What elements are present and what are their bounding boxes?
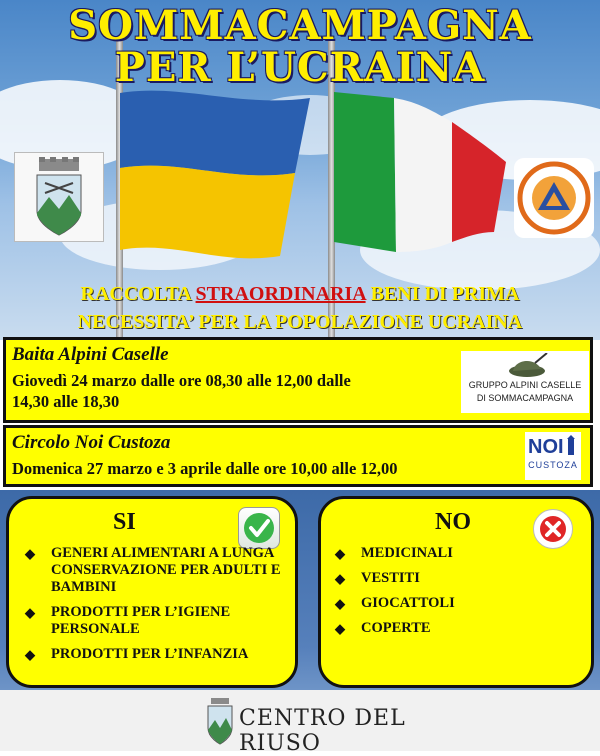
list-item-text: GIOCATTOLI [361,595,455,611]
announcement-line-2: NECESSITA’ PER LA POPOLAZIONE UCRAINA [77,311,523,333]
schedule-line-2: 14,30 alle 18,30 [12,392,120,411]
x-icon [533,509,573,549]
list-item-text: PRODOTTI PER L’INFANZIA [51,646,249,662]
centro-logo-text: CENTRO DEL RIUSO [239,706,406,756]
list-item [25,545,295,596]
centro-del-riuso-logo [205,694,425,756]
schedule-line-1: Giovedì 24 marzo dalle ore 08,30 alle 12,00 dalle [12,371,351,390]
list-item [25,646,295,663]
bell-tower-icon [565,435,577,455]
protezione-civile-logo [514,158,594,238]
gruppo-alpini-logo [461,351,589,413]
noi-logo-sub-text: CUSTOZA [528,460,578,470]
list-item [25,604,295,638]
diamond-bullet-icon: ◆ [25,647,35,662]
coat-of-arms-icon [15,153,103,241]
location-schedule: Domenica 27 marzo e 3 aprile dalle ore 10,00 alle 12,00 [12,459,398,478]
location-name: Baita Alpini Caselle [12,344,169,365]
announcement-text [0,280,600,336]
civil-protection-icon [514,158,594,238]
list-item [335,570,585,587]
alpini-hat-icon [505,353,549,379]
si-title: SI [113,509,136,535]
announcement-part-1: RACCOLTA [80,283,196,305]
diamond-bullet-icon: ◆ [335,621,345,636]
page-title-line-2: PER L’UCRAINA [114,44,486,91]
coat-of-arms-icon [205,696,235,746]
noi-logo-main-text: NOI [528,436,564,458]
location-name: Circolo Noi Custoza [12,432,171,453]
si-list [25,545,295,671]
alpini-logo-line-2: DI SOMMACAMPAGNA [476,393,574,403]
alpini-logo-line-1: GRUPPO ALPINI CASELLE [468,380,582,390]
diamond-bullet-icon: ◆ [25,605,35,620]
no-list [335,545,585,645]
list-item [335,620,585,637]
list-item-text: PRODOTTI PER L’IGIENE PERSONALE [51,604,231,637]
announcement-highlight: STRAORDINARIA [195,283,366,305]
list-item [335,545,585,562]
check-icon [238,507,280,549]
list-item-text: GENERI ALIMENTARI A LUNGA CONSERVAZIONE PER ADULTI E BAMBINI [51,545,281,595]
diamond-bullet-icon: ◆ [335,571,345,586]
list-item-text: VESTITI [361,570,420,586]
noi-custoza-logo [525,432,581,480]
no-panel [318,496,594,688]
no-title: NO [435,509,471,535]
italy-flag-icon [334,92,514,262]
list-item-text: MEDICINALI [361,545,453,561]
location-box-custoza [3,425,593,487]
page-title-line-1: SOMMACAMPAGNA [68,2,532,49]
si-panel [6,496,298,688]
list-item-text: COPERTE [361,620,431,636]
comune-coat-of-arms-logo [14,152,104,242]
diamond-bullet-icon: ◆ [25,546,35,561]
alpini-logo-text [461,379,589,405]
location-schedule [12,370,351,412]
ukraine-flag-icon [120,88,320,268]
list-item [335,595,585,612]
diamond-bullet-icon: ◆ [335,546,345,561]
announcement-part-2: BENI DI PRIMA [365,283,520,305]
diamond-bullet-icon: ◆ [335,596,345,611]
